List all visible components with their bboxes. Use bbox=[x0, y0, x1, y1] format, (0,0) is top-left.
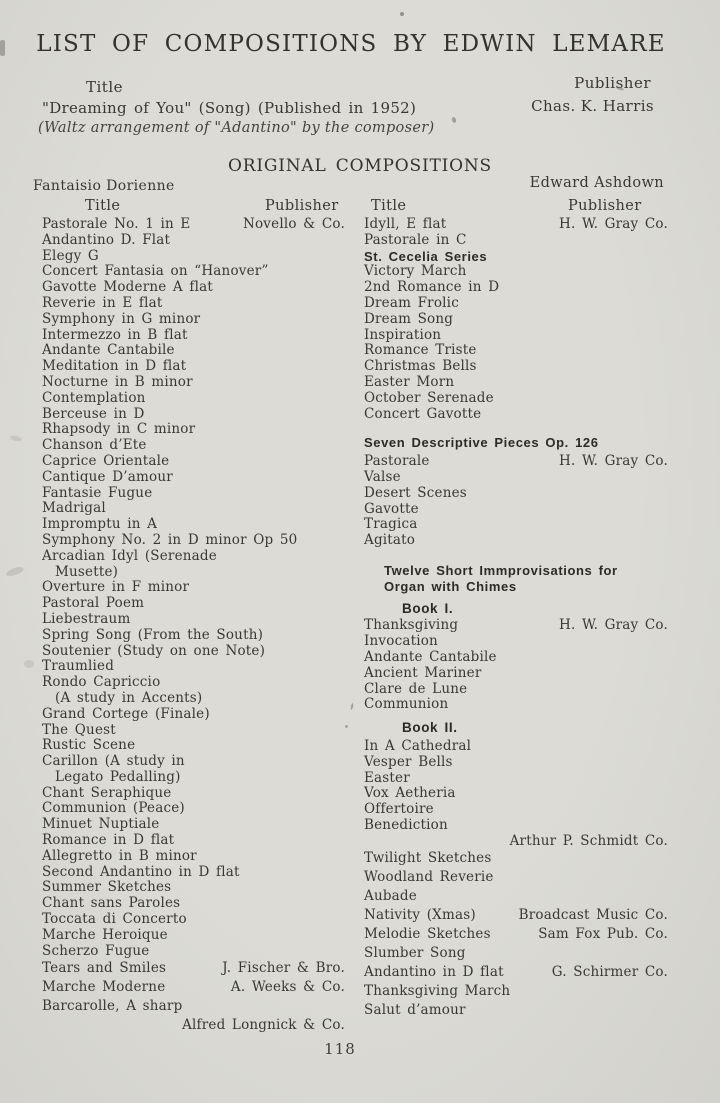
composition-title: Andantino in D flat bbox=[364, 964, 504, 981]
list-row bbox=[364, 217, 668, 233]
composition-title: (A study in Accents) bbox=[55, 689, 203, 706]
right-column-publisher-header: Publisher bbox=[568, 198, 642, 214]
list-row bbox=[364, 786, 668, 802]
list-row bbox=[42, 738, 345, 754]
publisher-name: H. W. Gray Co. bbox=[559, 453, 668, 470]
composition-title: Romance Triste bbox=[364, 342, 477, 359]
composition-title: Agitato bbox=[364, 532, 416, 549]
list-row bbox=[364, 682, 668, 698]
list-row bbox=[42, 978, 345, 997]
composition-title: Tragica bbox=[364, 516, 418, 533]
composition-title: Carillon (A study in bbox=[42, 753, 185, 770]
list-row bbox=[364, 925, 668, 944]
list-row bbox=[364, 343, 668, 359]
composition-title: Ancient Mariner bbox=[364, 664, 482, 681]
composition-title: Andante Cantabile bbox=[42, 342, 175, 359]
composition-title: Tears and Smiles bbox=[42, 960, 167, 977]
header-title-label: Title bbox=[86, 78, 124, 96]
composition-title: Arcadian Idyl (Serenade bbox=[42, 547, 217, 564]
arrangement-note: (Waltz arrangement of "Adantino" by the composer) bbox=[38, 120, 435, 136]
composition-title: Marche Heroique bbox=[42, 926, 168, 943]
list-row bbox=[42, 375, 345, 391]
list-row bbox=[42, 533, 345, 549]
list-row bbox=[42, 296, 345, 312]
scan-speck bbox=[0, 40, 5, 56]
list-row bbox=[364, 887, 668, 906]
composition-title: Madrigal bbox=[42, 500, 106, 517]
list-row bbox=[364, 944, 668, 963]
composition-title: Pastorale in C bbox=[364, 231, 467, 248]
composition-title: Toccata di Concerto bbox=[42, 911, 187, 928]
composition-title: Nativity (Xmas) bbox=[364, 907, 476, 924]
composition-title: Overture in F minor bbox=[42, 579, 190, 596]
list-row bbox=[364, 435, 668, 451]
composition-title: Twilight Sketches bbox=[364, 850, 492, 867]
composition-title: Rhapsody in C minor bbox=[42, 421, 196, 438]
composition-title: The Quest bbox=[42, 721, 116, 738]
page-title: LIST OF COMPOSITIONS BY EDWIN LEMARE bbox=[36, 31, 666, 57]
composition-title: Gavotte Moderne A flat bbox=[42, 279, 213, 296]
list-row bbox=[364, 618, 668, 634]
list-row bbox=[364, 868, 668, 887]
publisher-name: J. Fischer & Bro. bbox=[222, 960, 345, 977]
composition-title: Symphony in G minor bbox=[42, 310, 201, 327]
composition-title: St. Cecelia Series bbox=[364, 248, 488, 264]
list-row bbox=[364, 906, 668, 925]
composition-title: Meditation in D flat bbox=[42, 358, 187, 375]
header-publisher-label: Publisher bbox=[574, 74, 651, 92]
list-row bbox=[42, 343, 345, 359]
composition-title: Intermezzo in B flat bbox=[42, 326, 188, 343]
composition-title: Vesper Bells bbox=[364, 753, 453, 770]
list-row bbox=[364, 720, 668, 736]
scan-speck bbox=[24, 660, 34, 668]
list-row bbox=[42, 312, 345, 328]
list-row bbox=[364, 563, 668, 579]
list-row bbox=[42, 486, 345, 502]
list-row bbox=[42, 644, 345, 660]
composition-title: Victory March bbox=[364, 263, 467, 280]
composition-title: Chant sans Paroles bbox=[42, 895, 181, 912]
composition-title: Contemplation bbox=[42, 389, 146, 406]
composition-title: Andantino D. Flat bbox=[42, 231, 171, 248]
list-row bbox=[42, 565, 345, 581]
composition-title: Valse bbox=[364, 468, 401, 485]
publisher-name: H. W. Gray Co. bbox=[559, 617, 668, 634]
list-row bbox=[42, 659, 345, 675]
composition-title: Seven Descriptive Pieces Op. 126 bbox=[364, 435, 599, 451]
list-row bbox=[42, 944, 345, 960]
composition-title: Dream Frolic bbox=[364, 294, 459, 311]
list-row bbox=[42, 470, 345, 486]
list-row bbox=[364, 264, 668, 280]
composition-title: Barcarolle, A sharp bbox=[42, 998, 183, 1015]
publisher-name: H. W. Gray Co. bbox=[559, 216, 668, 232]
composition-title: Romance in D flat bbox=[42, 832, 175, 849]
section-heading: ORIGINAL COMPOSITIONS bbox=[228, 156, 492, 176]
scan-speck bbox=[10, 435, 23, 443]
list-row bbox=[364, 650, 668, 666]
composition-title: Legato Pedalling) bbox=[55, 768, 181, 785]
list-row bbox=[42, 959, 345, 978]
composition-title: Concert Fantasia on “Hanover” bbox=[42, 263, 269, 280]
list-row bbox=[42, 786, 345, 802]
composition-title: Dream Song bbox=[364, 310, 454, 327]
publisher-name: Arthur P. Schmidt Co. bbox=[509, 832, 668, 849]
list-row bbox=[364, 755, 668, 771]
list-row bbox=[364, 666, 668, 682]
list-row bbox=[42, 865, 345, 881]
list-row bbox=[364, 533, 668, 549]
composition-title: Salut d’amour bbox=[364, 1002, 466, 1019]
list-row bbox=[364, 312, 668, 328]
list-row bbox=[364, 249, 668, 265]
composition-title: Liebestraum bbox=[42, 610, 131, 627]
publisher-only-row bbox=[364, 834, 668, 850]
list-row bbox=[364, 771, 668, 787]
publisher-name: Novello & Co. bbox=[242, 216, 345, 232]
composition-title: Summer Sketches bbox=[42, 879, 172, 896]
composition-title: Chanson d’Ete bbox=[42, 437, 147, 454]
list-row bbox=[42, 833, 345, 849]
list-row bbox=[42, 233, 345, 249]
right-column-list bbox=[364, 217, 668, 1020]
right-column-title-header: Title bbox=[371, 198, 407, 214]
list-row bbox=[42, 770, 345, 786]
composition-title: October Serenade bbox=[364, 389, 494, 406]
composition-title: Andante Cantabile bbox=[364, 648, 497, 665]
composition-title: Aubade bbox=[364, 888, 417, 905]
composition-title: Allegretto in B minor bbox=[42, 847, 197, 864]
composition-title: Symphony No. 2 in D minor Op 50 bbox=[42, 531, 298, 548]
list-row bbox=[42, 264, 345, 280]
publisher-name: Broadcast Music Co. bbox=[518, 907, 668, 924]
publisher-name: G. Schirmer Co. bbox=[551, 964, 668, 981]
list-row bbox=[42, 249, 345, 265]
list-row bbox=[42, 707, 345, 723]
lead-composition-publisher: Edward Ashdown bbox=[529, 175, 664, 191]
list-row bbox=[364, 963, 668, 982]
list-row bbox=[364, 470, 668, 486]
list-row bbox=[42, 628, 345, 644]
composition-title: Communion bbox=[364, 696, 449, 713]
composition-title: Elegy G bbox=[42, 247, 99, 264]
composition-title: Chant Seraphique bbox=[42, 784, 172, 801]
composition-title: Reverie in E flat bbox=[42, 294, 163, 311]
composition-title: Inspiration bbox=[364, 326, 442, 343]
composition-title: Pastorale bbox=[364, 453, 430, 470]
publisher-name: A. Weeks & Co. bbox=[230, 979, 345, 996]
list-row bbox=[364, 296, 668, 312]
composition-title: Thanksgiving bbox=[364, 617, 459, 634]
list-row bbox=[364, 579, 668, 595]
composition-title: Nocturne in B minor bbox=[42, 373, 193, 390]
list-row bbox=[364, 634, 668, 650]
list-row bbox=[364, 697, 668, 713]
composition-title: Spring Song (From the South) bbox=[42, 626, 264, 643]
list-row bbox=[364, 1001, 668, 1020]
list-row bbox=[42, 849, 345, 865]
composition-title: Invocation bbox=[364, 633, 438, 650]
composition-title: Vox Aetheria bbox=[364, 785, 456, 802]
list-row bbox=[42, 675, 345, 691]
composition-title: Thanksgiving March bbox=[364, 983, 511, 1000]
composition-title: Rondo Capriccio bbox=[42, 674, 161, 691]
scan-speck bbox=[350, 703, 353, 710]
song-publisher: Chas. K. Harris bbox=[531, 97, 654, 115]
composition-title: Pastoral Poem bbox=[42, 595, 145, 612]
composition-title: Impromptu in A bbox=[42, 516, 158, 533]
list-row bbox=[42, 596, 345, 612]
list-row bbox=[364, 407, 668, 423]
list-row bbox=[42, 723, 345, 739]
composition-title: Fantasie Fugue bbox=[42, 484, 153, 501]
composition-title: Second Andantino in D flat bbox=[42, 863, 240, 880]
lead-composition-title: Fantaisio Dorienne bbox=[33, 178, 175, 194]
composition-title: 2nd Romance in D bbox=[364, 279, 500, 296]
spacer bbox=[364, 713, 668, 720]
list-row bbox=[364, 601, 668, 617]
composition-title: Desert Scenes bbox=[364, 484, 467, 501]
list-row bbox=[42, 801, 345, 817]
scan-speck bbox=[451, 117, 456, 124]
composition-title: Clare de Lune bbox=[364, 680, 468, 697]
composition-title: Organ with Chimes bbox=[384, 578, 517, 594]
publisher-name: Alfred Longnick & Co. bbox=[182, 1017, 345, 1034]
page-number: 118 bbox=[324, 1040, 356, 1058]
scan-speck bbox=[5, 565, 24, 578]
composition-title: Caprice Orientale bbox=[42, 452, 170, 469]
composition-title: Cantique D’amour bbox=[42, 468, 173, 485]
list-row bbox=[42, 691, 345, 707]
composition-title: Scherzo Fugue bbox=[42, 942, 150, 959]
composition-title: Offertoire bbox=[364, 801, 434, 818]
scan-speck bbox=[400, 12, 404, 16]
list-row bbox=[42, 896, 345, 912]
list-row bbox=[42, 422, 345, 438]
list-row bbox=[364, 328, 668, 344]
composition-title: Rustic Scene bbox=[42, 737, 136, 754]
left-column-title-header: Title bbox=[85, 198, 121, 214]
list-row bbox=[42, 997, 345, 1016]
list-row bbox=[364, 982, 668, 1001]
list-row bbox=[42, 880, 345, 896]
composition-title: Easter bbox=[364, 769, 410, 786]
composition-title: Marche Moderne bbox=[42, 979, 166, 996]
list-row bbox=[364, 454, 668, 470]
list-row bbox=[42, 754, 345, 770]
spacer bbox=[364, 422, 668, 435]
list-row bbox=[364, 233, 668, 249]
composition-title: Concert Gavotte bbox=[364, 405, 482, 422]
list-row bbox=[42, 817, 345, 833]
list-row bbox=[364, 391, 668, 407]
composition-title: Minuet Nuptiale bbox=[42, 816, 160, 833]
composition-title: Benediction bbox=[364, 816, 448, 833]
composition-title: Traumlied bbox=[42, 658, 115, 675]
list-row bbox=[42, 328, 345, 344]
list-row bbox=[364, 280, 668, 296]
list-row bbox=[42, 407, 345, 423]
composition-title: Slumber Song bbox=[364, 945, 466, 962]
list-row bbox=[42, 217, 345, 233]
list-row bbox=[364, 517, 668, 533]
composition-title: Grand Cortege (Finale) bbox=[42, 705, 210, 722]
list-row bbox=[364, 818, 668, 834]
list-row bbox=[42, 391, 345, 407]
spacer bbox=[364, 549, 668, 563]
list-row bbox=[364, 739, 668, 755]
composition-title: Christmas Bells bbox=[364, 358, 477, 375]
composition-title: Gavotte bbox=[364, 500, 419, 517]
scan-speck bbox=[345, 725, 348, 728]
composition-title: Twelve Short Immprovisations for bbox=[384, 562, 618, 578]
list-row bbox=[364, 486, 668, 502]
composition-title: Soutenier (Study on one Note) bbox=[42, 642, 266, 659]
list-row bbox=[42, 549, 345, 565]
composition-title: Woodland Reverie bbox=[364, 869, 494, 886]
list-row bbox=[364, 849, 668, 868]
composition-title: Musette) bbox=[55, 563, 119, 580]
left-column-publisher-header: Publisher bbox=[265, 198, 339, 214]
composition-title: Berceuse in D bbox=[42, 405, 145, 422]
publisher-only-row bbox=[42, 1016, 345, 1035]
composition-title: Book II. bbox=[402, 720, 458, 736]
list-row bbox=[42, 912, 345, 928]
composition-title: Idyll, E flat bbox=[364, 216, 447, 232]
list-row bbox=[42, 501, 345, 517]
list-row bbox=[42, 280, 345, 296]
composition-title: Melodie Sketches bbox=[364, 926, 491, 943]
list-row bbox=[42, 612, 345, 628]
song-entry: "Dreaming of You" (Song) (Published in 1952) bbox=[42, 99, 417, 117]
list-row bbox=[42, 454, 345, 470]
composition-title: Easter Morn bbox=[364, 373, 455, 390]
list-row bbox=[42, 580, 345, 596]
list-row bbox=[364, 375, 668, 391]
left-column-list bbox=[42, 217, 345, 1035]
list-row bbox=[42, 928, 345, 944]
composition-title: Communion (Peace) bbox=[42, 800, 185, 817]
composition-title: Pastorale No. 1 in E bbox=[42, 216, 191, 232]
list-row bbox=[42, 359, 345, 375]
composition-title: Book I. bbox=[402, 600, 454, 616]
composition-title: In A Cathedral bbox=[364, 737, 472, 754]
list-row bbox=[42, 517, 345, 533]
list-row bbox=[42, 438, 345, 454]
list-row bbox=[364, 359, 668, 375]
list-row bbox=[364, 502, 668, 518]
publisher-name: Sam Fox Pub. Co. bbox=[538, 926, 668, 943]
list-row bbox=[364, 802, 668, 818]
